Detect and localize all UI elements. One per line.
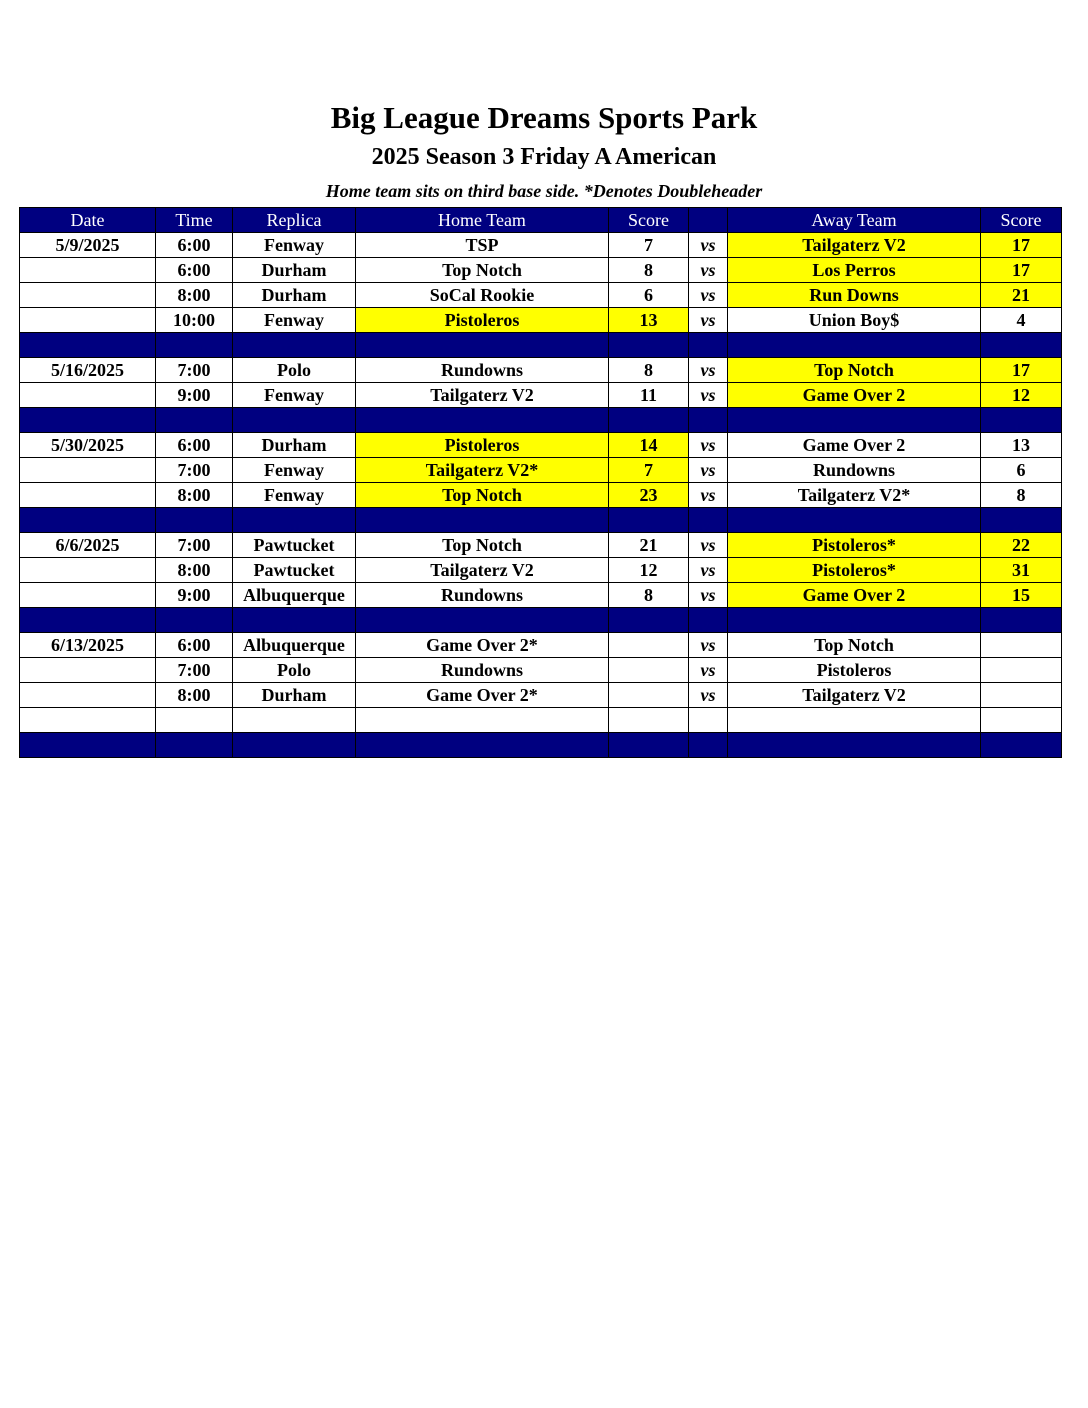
separator-cell (689, 608, 728, 633)
home-team-cell: Tailgaterz V2 (356, 383, 609, 408)
separator-cell (728, 333, 981, 358)
home-score-cell: 8 (609, 358, 689, 383)
separator-cell (156, 508, 233, 533)
away-score-cell: 8 (981, 483, 1062, 508)
replica-cell: Fenway (233, 233, 356, 258)
time-cell (156, 708, 233, 733)
date-cell: 5/30/2025 (20, 433, 156, 458)
away-score-cell: 4 (981, 308, 1062, 333)
separator-cell (356, 608, 609, 633)
separator-cell (233, 508, 356, 533)
date-cell: 5/9/2025 (20, 233, 156, 258)
separator-cell (728, 733, 981, 758)
vs-cell: vs (689, 308, 728, 333)
away-score-cell: 17 (981, 258, 1062, 283)
separator-row (20, 733, 1062, 758)
date-cell: 6/13/2025 (20, 633, 156, 658)
away-team-cell: Game Over 2 (728, 383, 981, 408)
separator-cell (20, 408, 156, 433)
date-cell (20, 558, 156, 583)
vs-cell: vs (689, 258, 728, 283)
replica-cell: Durham (233, 258, 356, 283)
vs-cell: vs (689, 658, 728, 683)
table-row (20, 483, 1062, 508)
table-row (20, 433, 1062, 458)
away-score-cell (981, 708, 1062, 733)
away-score-cell: 17 (981, 233, 1062, 258)
home-team-cell: Rundowns (356, 583, 609, 608)
home-team-cell: Pistoleros (356, 308, 609, 333)
home-score-cell: 14 (609, 433, 689, 458)
separator-cell (20, 508, 156, 533)
separator-cell (689, 733, 728, 758)
time-cell: 7:00 (156, 658, 233, 683)
away-team-cell: Top Notch (728, 358, 981, 383)
away-team-cell: Game Over 2 (728, 433, 981, 458)
home-team-cell: Rundowns (356, 658, 609, 683)
vs-cell (689, 708, 728, 733)
vs-cell: vs (689, 683, 728, 708)
page-title: Big League Dreams Sports Park (330, 100, 758, 135)
home-score-cell: 6 (609, 283, 689, 308)
home-score-cell: 8 (609, 258, 689, 283)
away-team-cell: Union Boy$ (728, 308, 981, 333)
home-team-cell: TSP (356, 233, 609, 258)
separator-cell (981, 608, 1062, 633)
column-header-away-score: Score (981, 208, 1062, 233)
away-score-cell: 31 (981, 558, 1062, 583)
replica-cell: Albuquerque (233, 583, 356, 608)
away-team-cell: Pistoleros (728, 658, 981, 683)
separator-cell (728, 508, 981, 533)
table-row (20, 658, 1062, 683)
header-row (20, 208, 1062, 233)
date-cell (20, 708, 156, 733)
schedule-body (20, 233, 1062, 758)
replica-cell: Pawtucket (233, 558, 356, 583)
replica-cell: Fenway (233, 458, 356, 483)
home-team-cell: Tailgaterz V2* (356, 458, 609, 483)
home-score-cell: 12 (609, 558, 689, 583)
time-cell: 6:00 (156, 433, 233, 458)
away-score-cell (981, 683, 1062, 708)
vs-cell: vs (689, 283, 728, 308)
time-cell: 8:00 (156, 483, 233, 508)
away-score-cell: 6 (981, 458, 1062, 483)
separator-cell (233, 608, 356, 633)
separator-cell (689, 408, 728, 433)
column-header-home-team: Home Team (356, 208, 609, 233)
column-header-away-team: Away Team (728, 208, 981, 233)
away-score-cell: 13 (981, 433, 1062, 458)
time-cell: 6:00 (156, 633, 233, 658)
away-team-cell: Los Perros (728, 258, 981, 283)
table-row (20, 308, 1062, 333)
table-row (20, 458, 1062, 483)
time-cell: 9:00 (156, 383, 233, 408)
replica-cell: Polo (233, 658, 356, 683)
column-header-time: Time (156, 208, 233, 233)
table-row (20, 583, 1062, 608)
separator-cell (156, 408, 233, 433)
home-team-cell: Top Notch (356, 483, 609, 508)
season-subtitle: 2025 Season 3 Friday A American (371, 144, 717, 170)
away-team-cell: Pistoleros* (728, 533, 981, 558)
separator-cell (356, 408, 609, 433)
column-header-date: Date (20, 208, 156, 233)
separator-cell (689, 508, 728, 533)
separator-cell (233, 733, 356, 758)
away-team-cell: Top Notch (728, 633, 981, 658)
separator-row (20, 333, 1062, 358)
away-score-cell: 17 (981, 358, 1062, 383)
time-cell: 7:00 (156, 358, 233, 383)
time-cell: 6:00 (156, 258, 233, 283)
vs-cell: vs (689, 483, 728, 508)
schedule-table (19, 207, 1062, 758)
separator-cell (609, 608, 689, 633)
separator-cell (233, 408, 356, 433)
home-score-cell: 13 (609, 308, 689, 333)
replica-cell: Fenway (233, 483, 356, 508)
separator-cell (981, 408, 1062, 433)
time-cell: 10:00 (156, 308, 233, 333)
away-score-cell (981, 633, 1062, 658)
away-team-cell: Tailgaterz V2 (728, 233, 981, 258)
away-score-cell (981, 658, 1062, 683)
time-cell: 7:00 (156, 533, 233, 558)
replica-cell: Durham (233, 433, 356, 458)
replica-cell: Durham (233, 683, 356, 708)
home-score-cell: 7 (609, 233, 689, 258)
home-team-cell: Pistoleros (356, 433, 609, 458)
home-team-cell: Top Notch (356, 258, 609, 283)
table-row (20, 258, 1062, 283)
separator-cell (356, 508, 609, 533)
time-cell: 7:00 (156, 458, 233, 483)
separator-row (20, 508, 1062, 533)
away-team-cell: Pistoleros* (728, 558, 981, 583)
table-row (20, 708, 1062, 733)
time-cell: 8:00 (156, 683, 233, 708)
replica-cell: Pawtucket (233, 533, 356, 558)
home-score-cell (609, 633, 689, 658)
home-team-cell: Top Notch (356, 533, 609, 558)
away-team-cell: Tailgaterz V2* (728, 483, 981, 508)
vs-cell: vs (689, 233, 728, 258)
separator-cell (728, 608, 981, 633)
table-row (20, 383, 1062, 408)
time-cell: 9:00 (156, 583, 233, 608)
home-score-cell (609, 683, 689, 708)
away-team-cell: Tailgaterz V2 (728, 683, 981, 708)
home-score-cell: 21 (609, 533, 689, 558)
home-score-cell: 8 (609, 583, 689, 608)
vs-cell: vs (689, 583, 728, 608)
table-row (20, 558, 1062, 583)
home-score-cell: 23 (609, 483, 689, 508)
home-score-cell (609, 658, 689, 683)
separator-cell (156, 733, 233, 758)
table-row (20, 358, 1062, 383)
separator-cell (356, 333, 609, 358)
home-score-cell: 7 (609, 458, 689, 483)
replica-cell: Fenway (233, 383, 356, 408)
separator-row (20, 408, 1062, 433)
date-cell (20, 483, 156, 508)
home-team-cell (356, 708, 609, 733)
date-cell: 5/16/2025 (20, 358, 156, 383)
replica-cell: Albuquerque (233, 633, 356, 658)
date-cell (20, 458, 156, 483)
replica-cell: Fenway (233, 308, 356, 333)
time-cell: 8:00 (156, 283, 233, 308)
table-row (20, 633, 1062, 658)
date-cell (20, 383, 156, 408)
time-cell: 8:00 (156, 558, 233, 583)
replica-cell: Polo (233, 358, 356, 383)
vs-cell: vs (689, 433, 728, 458)
separator-cell (981, 508, 1062, 533)
home-team-cell: Game Over 2* (356, 633, 609, 658)
schedule-note: Home team sits on third base side. *Denotes Doubleheader (325, 181, 763, 201)
separator-cell (728, 408, 981, 433)
replica-cell: Durham (233, 283, 356, 308)
home-score-cell: 11 (609, 383, 689, 408)
separator-cell (609, 408, 689, 433)
separator-cell (20, 333, 156, 358)
date-cell (20, 658, 156, 683)
date-cell (20, 583, 156, 608)
separator-cell (20, 608, 156, 633)
table-row (20, 683, 1062, 708)
separator-cell (356, 733, 609, 758)
date-cell (20, 283, 156, 308)
separator-cell (609, 333, 689, 358)
separator-row (20, 608, 1062, 633)
separator-cell (981, 333, 1062, 358)
column-header-replica: Replica (233, 208, 356, 233)
vs-cell: vs (689, 358, 728, 383)
away-score-cell: 22 (981, 533, 1062, 558)
vs-cell: vs (689, 558, 728, 583)
separator-cell (609, 508, 689, 533)
date-cell (20, 683, 156, 708)
replica-cell (233, 708, 356, 733)
vs-cell: vs (689, 633, 728, 658)
separator-cell (156, 608, 233, 633)
separator-cell (156, 333, 233, 358)
away-team-cell: Run Downs (728, 283, 981, 308)
date-cell (20, 258, 156, 283)
home-team-cell: Tailgaterz V2 (356, 558, 609, 583)
separator-cell (689, 333, 728, 358)
time-cell: 6:00 (156, 233, 233, 258)
away-score-cell: 21 (981, 283, 1062, 308)
separator-cell (20, 733, 156, 758)
date-cell: 6/6/2025 (20, 533, 156, 558)
table-row (20, 233, 1062, 258)
column-header-home-score: Score (609, 208, 689, 233)
separator-cell (981, 733, 1062, 758)
home-team-cell: SoCal Rookie (356, 283, 609, 308)
table-row (20, 533, 1062, 558)
date-cell (20, 308, 156, 333)
vs-cell: vs (689, 383, 728, 408)
separator-cell (609, 733, 689, 758)
separator-cell (233, 333, 356, 358)
home-team-cell: Game Over 2* (356, 683, 609, 708)
away-team-cell (728, 708, 981, 733)
vs-cell: vs (689, 533, 728, 558)
away-team-cell: Rundowns (728, 458, 981, 483)
home-team-cell: Rundowns (356, 358, 609, 383)
away-score-cell: 15 (981, 583, 1062, 608)
home-score-cell (609, 708, 689, 733)
vs-cell: vs (689, 458, 728, 483)
table-row (20, 283, 1062, 308)
away-team-cell: Game Over 2 (728, 583, 981, 608)
away-score-cell: 12 (981, 383, 1062, 408)
column-header-vs (689, 208, 728, 233)
